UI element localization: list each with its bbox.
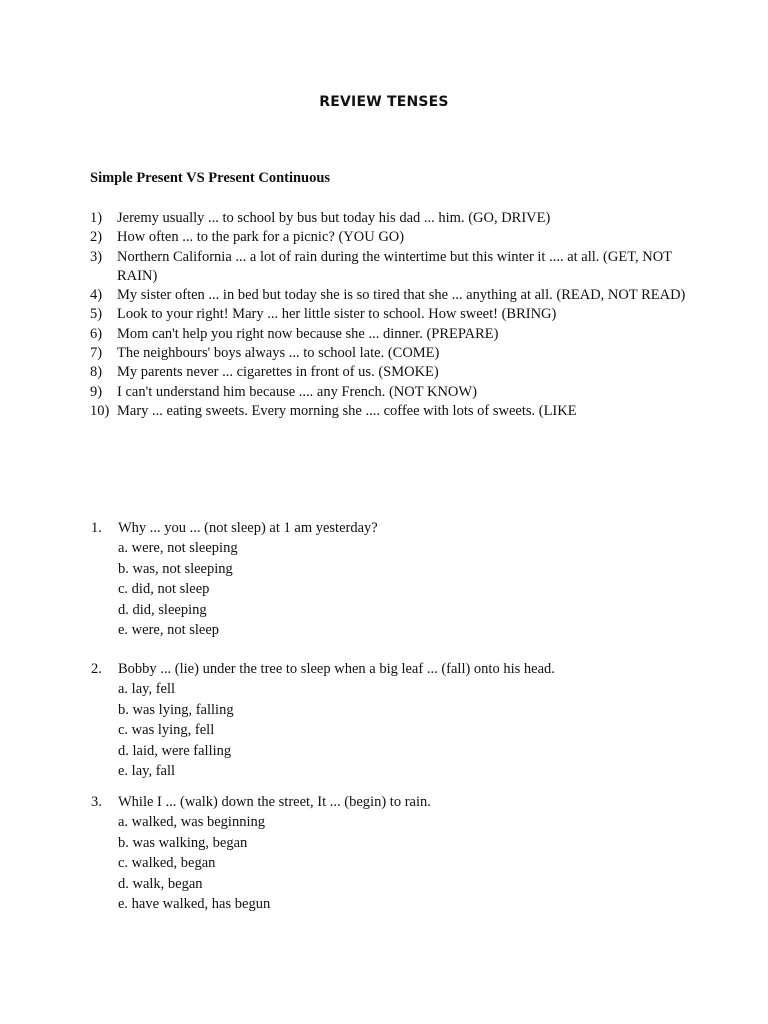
exercise-number: 2) [90, 229, 103, 246]
exercise-item [90, 325, 690, 344]
exercise-text: Northern California ... a lot of rain during the wintertime but this winter it .... at all. (GET, NOT RAIN) [117, 248, 672, 284]
exercise-item [90, 286, 690, 305]
answer-option: c. was lying, fell [118, 722, 215, 738]
exercise-text: Mary ... eating sweets. Every morning she .... coffee with lots of sweets. (LIKE [117, 402, 577, 419]
question-line [91, 792, 691, 812]
exercise-text: The neighbours' boys always ... to school late. (COME) [117, 345, 440, 362]
question-text: While I ... (walk) down the street, It ... (begin) to rain. [118, 794, 431, 810]
exercise-item [90, 248, 690, 287]
question-block [91, 659, 691, 782]
exercise-text: Jeremy usually ... to school by bus but today his dad ... him. (GO, DRIVE) [117, 210, 551, 226]
exercise-number: 3) [90, 248, 103, 265]
exercise-number: 6) [90, 325, 103, 342]
exercise-text: I can't understand him because .... any French. (NOT KNOW) [117, 383, 477, 400]
exercise-number: 9) [90, 383, 103, 400]
question-number: 2. [91, 661, 102, 677]
exercise-text: My sister often ... in bed but today she is so tired that she ... anything at all. (READ, NOT READ) [117, 287, 686, 304]
question-text: Why ... you ... (not sleep) at 1 am yesterday? [118, 520, 378, 536]
answer-option: c. did, not sleep [118, 581, 210, 597]
answer-option: d. laid, were falling [118, 742, 232, 759]
answer-option: b. was, not sleeping [118, 560, 233, 577]
exercise-number: 7) [90, 345, 103, 362]
exercise-item [90, 209, 690, 228]
answer-option: b. was walking, began [118, 834, 248, 851]
exercise-item [90, 402, 690, 421]
exercise-list [90, 209, 690, 421]
answer-option: a. walked, was beginning [118, 814, 265, 830]
answer-option: d. walk, began [118, 875, 203, 892]
exercise-number: 8) [90, 364, 103, 381]
exercise-text: My parents never ... cigarettes in front of us. (SMOKE) [117, 364, 439, 381]
exercise-item [90, 363, 690, 382]
exercise-number: 1) [90, 210, 103, 226]
answer-option: e. were, not sleep [118, 622, 220, 638]
exercise-number: 4) [90, 287, 103, 304]
exercise-text: Mom can't help you right now because she ... dinner. (PREPARE) [117, 325, 499, 342]
exercise-text: How often ... to the park for a picnic? (YOU GO) [117, 229, 405, 246]
answer-option: d. did, sleeping [118, 601, 207, 618]
question-block [91, 792, 691, 915]
answer-option: a. lay, fell [118, 681, 176, 697]
page-title: REVIEW TENSES [319, 94, 449, 110]
exercise-item [90, 305, 690, 324]
exercise-item [90, 228, 690, 247]
exercise-item [90, 344, 690, 363]
question-text: Bobby ... (lie) under the tree to sleep when a big leaf ... (fall) onto his head. [118, 661, 555, 677]
exercise-text: Look to your right! Mary ... her little sister to school. How sweet! (BRING) [117, 306, 557, 323]
answer-option: a. were, not sleeping [118, 540, 238, 556]
exercise-item [90, 383, 690, 402]
exercise-number: 10) [90, 402, 110, 419]
answer-option: b. was lying, falling [118, 701, 234, 718]
answer-option: c. walked, began [118, 855, 216, 871]
answer-option: e. lay, fall [118, 763, 176, 779]
answer-option: e. have walked, has begun [118, 896, 271, 912]
exercise-number: 5) [90, 306, 103, 323]
section-heading: Simple Present VS Present Continuous [90, 170, 331, 186]
question-line [91, 659, 691, 679]
question-line [91, 518, 691, 538]
question-number: 3. [91, 794, 102, 810]
question-block [91, 518, 691, 641]
question-number: 1. [91, 520, 102, 536]
